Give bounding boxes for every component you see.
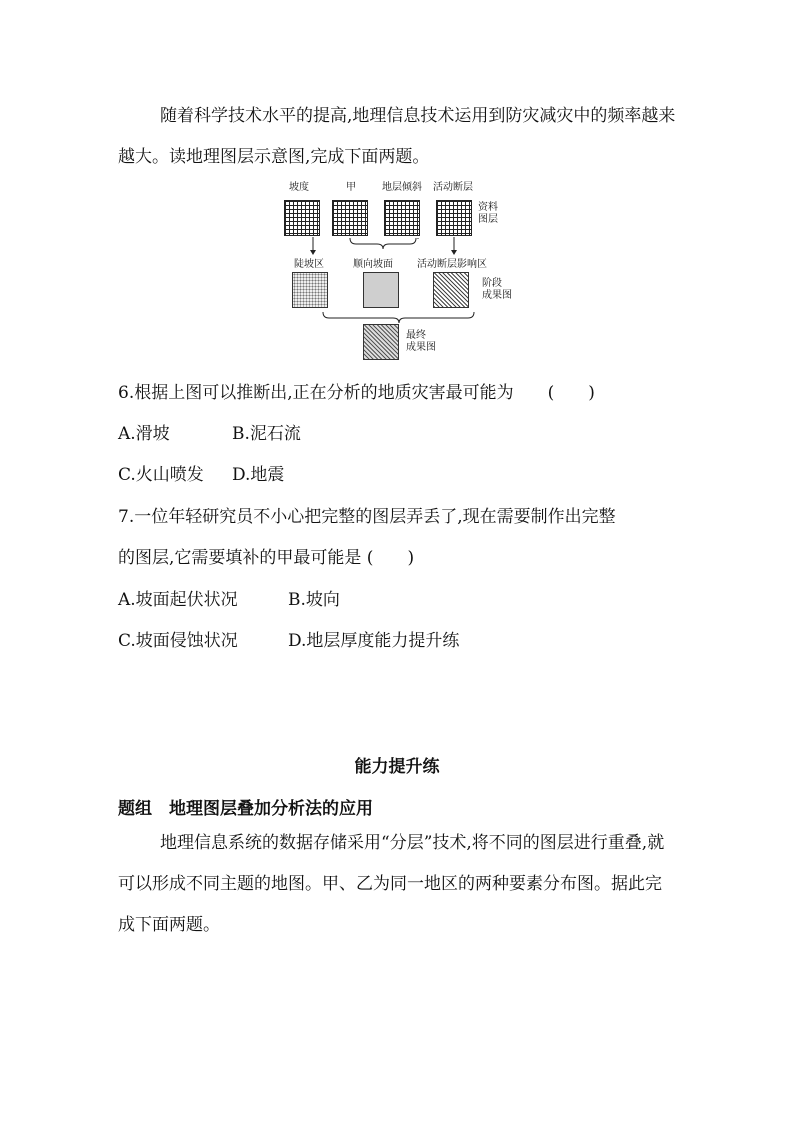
- label-active-fault: 活动断层: [433, 182, 473, 193]
- q7-option-c: C.坡面侵蚀状况: [118, 631, 238, 651]
- q7-options-row2: [118, 626, 459, 651]
- q6-options-row2: [118, 460, 284, 485]
- q6-option-d: D.地震: [232, 465, 285, 485]
- group-title: 题组 地理图层叠加分析法的应用: [118, 799, 373, 819]
- label-final-result: 最终 成果图: [406, 330, 436, 353]
- label-stage-result: 阶段 成果图: [482, 278, 512, 301]
- q6-option-c: C.火山喷发: [118, 465, 204, 485]
- final-result-box: [363, 324, 399, 360]
- dip-slope-box: [363, 272, 399, 308]
- gis-layer-diagram: [283, 180, 523, 362]
- section-title: 能力提升练: [354, 757, 440, 777]
- label-jia: 甲: [346, 182, 356, 193]
- q7-stem-line2: 的图层,它需要填补的甲最可能是 ( ): [118, 548, 415, 568]
- label-fault-zone: 活动断层影响区: [417, 259, 487, 270]
- label-data-layer: 资料 图层: [478, 202, 498, 225]
- q7-option-b: B.坡向: [288, 590, 340, 610]
- intro-paragraph: 随着科学技术水平的提高,地理信息技术运用到防灾减灾中的频率越来越大。读地理图层示意图,完成下面两题。: [118, 106, 676, 167]
- label-slope: 坡度: [289, 182, 309, 193]
- q7-options-row1: [118, 585, 340, 610]
- steep-slope-box: [292, 272, 328, 308]
- q7-option-a: A.坡面起伏状况: [118, 590, 238, 610]
- connector-lines: [283, 180, 523, 362]
- label-dip-slope: 顺向坡面: [353, 259, 393, 270]
- q6-option-a: A.滑坡: [118, 424, 170, 444]
- label-steep-slope: 陡坡区: [294, 259, 324, 270]
- q6-option-b: B.泥石流: [232, 424, 301, 444]
- fault-zone-box: [433, 272, 469, 308]
- label-strata-tilt: 地层倾斜: [382, 182, 422, 193]
- q6-options-row1: [118, 419, 301, 444]
- q7-stem-line1: 7.一位年轻研究员不小心把完整的图层弄丢了,现在需要制作出完整: [118, 507, 616, 527]
- paragraph-layering: 地理信息系统的数据存储采用“分层”技术,将不同的图层进行重叠,就可以形成不同主题的地图。甲、乙为同一地区的两种要素分布图。据此完成下面两题。: [118, 833, 665, 935]
- q7-option-d: D.地层厚度能力提升练: [288, 631, 460, 651]
- q6-stem: 6.根据上图可以推断出,正在分析的地质灾害最可能为 ( ): [118, 383, 595, 403]
